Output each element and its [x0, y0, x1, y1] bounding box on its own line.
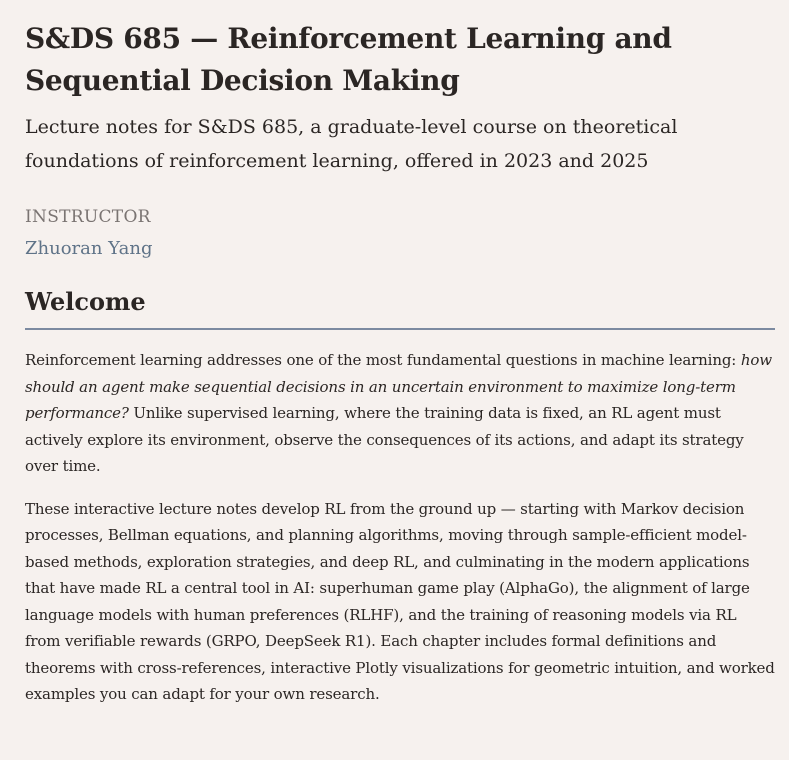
page-title: S&DS 685 — Reinforcement Learning and Sequential Decision Making	[25, 22, 672, 97]
welcome-paragraph-2: These interactive lecture notes develop RL from the ground up — starting with Markov decision processes, Bellman equations, and planning algorithms, moving through sample-efficient model-based methods, exploration strategies, and deep RL, and culminating in the modern applications that have made RL a central tool in AI: superhuman game play (AlphaGo), the alignment of large language models with human preferences (RLHF), and the training of reasoning models via RL from verifiable rewards (GRPO, DeepSeek R1). Each chapter includes formal definitions and theorems with cross-references, interactive Plotly visualizations for geometric intuition, and worked examples you can adapt for your own research.	[25, 499, 775, 703]
instructor-label: INSTRUCTOR	[25, 207, 151, 227]
welcome-paragraph-1-start: Reinforcement learning addresses one of the most fundamental questions in machine learning:	[25, 351, 741, 369]
page-content	[25, 18, 775, 708]
instructor-name-link[interactable]: Zhuoran Yang	[25, 238, 153, 259]
welcome-heading: Welcome	[25, 284, 775, 330]
page-subtitle: Lecture notes for S&DS 685, a graduate-level course on theoretical foundations of reinforcement learning, offered in 2023 and 2025	[25, 116, 678, 172]
welcome-paragraph-1-question: how should an agent make sequential decisions in an uncertain environment to maximize long-term performance?	[25, 351, 772, 422]
welcome-paragraph-1	[25, 347, 775, 480]
welcome-paragraph-1-end: Unlike supervised learning, where the training data is fixed, an RL agent must actively explore its environment, observe the consequences of its actions, and adapt its strategy over time.	[25, 404, 744, 475]
